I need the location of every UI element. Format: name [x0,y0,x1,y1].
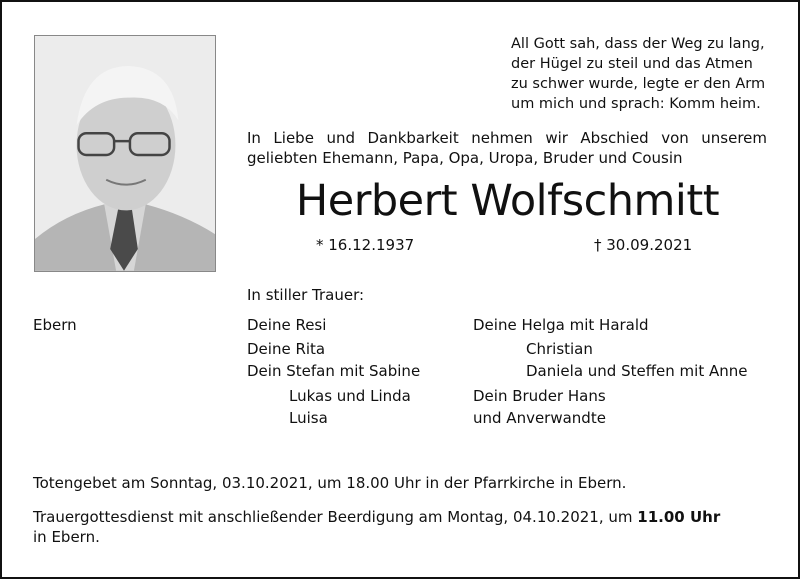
intro-line: geliebten Ehemann, Papa, Opa, Uropa, Bruder und Cousin [247,149,683,167]
intro-line: In Liebe und Dankbarkeit nehmen wir Abschied von unserem [247,129,767,147]
family-member: Deine Helga mit Harald [473,316,649,334]
portrait-photo-image [35,36,215,271]
poem-line: um mich und sprach: Komm heim. [511,96,761,112]
family-member: Deine Resi [247,316,327,334]
service-notice [33,507,773,547]
deceased-name: Herbert Wolfschmitt [295,176,720,226]
mourning-label: In stiller Trauer: [247,286,365,304]
birth-date: * 16.12.1937 [316,236,415,254]
poem [511,34,773,114]
family-member: Dein Bruder Hans [473,387,606,405]
service-location: in Ebern. [33,528,100,546]
family-member: Daniela und Steffen mit Anne [526,362,748,380]
family-member: Deine Rita [247,340,326,358]
prayer-notice: Totengebet am Sonntag, 03.10.2021, um 18.00 Uhr in der Pfarrkirche in Ebern. [33,474,627,492]
family-member: Luisa [289,409,328,427]
family-member: Christian [526,340,593,358]
poem-line: zu schwer wurde, legte er den Arm [511,76,766,92]
service-text: Trauergottesdienst mit anschließender Beerdigung am Montag, 04.10.2021, um [33,508,633,526]
death-date: † 30.09.2021 [594,236,693,254]
portrait-photo [34,35,216,272]
service-time: 11.00 Uhr [637,508,721,526]
intro-text [247,128,767,168]
poem-line: der Hügel zu steil und das Atmen [511,56,753,72]
family-member: Lukas und Linda [289,387,411,405]
family-member: und Anverwandte [473,409,606,427]
poem-line: All Gott sah, dass der Weg zu lang, [511,36,765,52]
place-name: Ebern [33,316,77,334]
family-member: Dein Stefan mit Sabine [247,362,421,380]
